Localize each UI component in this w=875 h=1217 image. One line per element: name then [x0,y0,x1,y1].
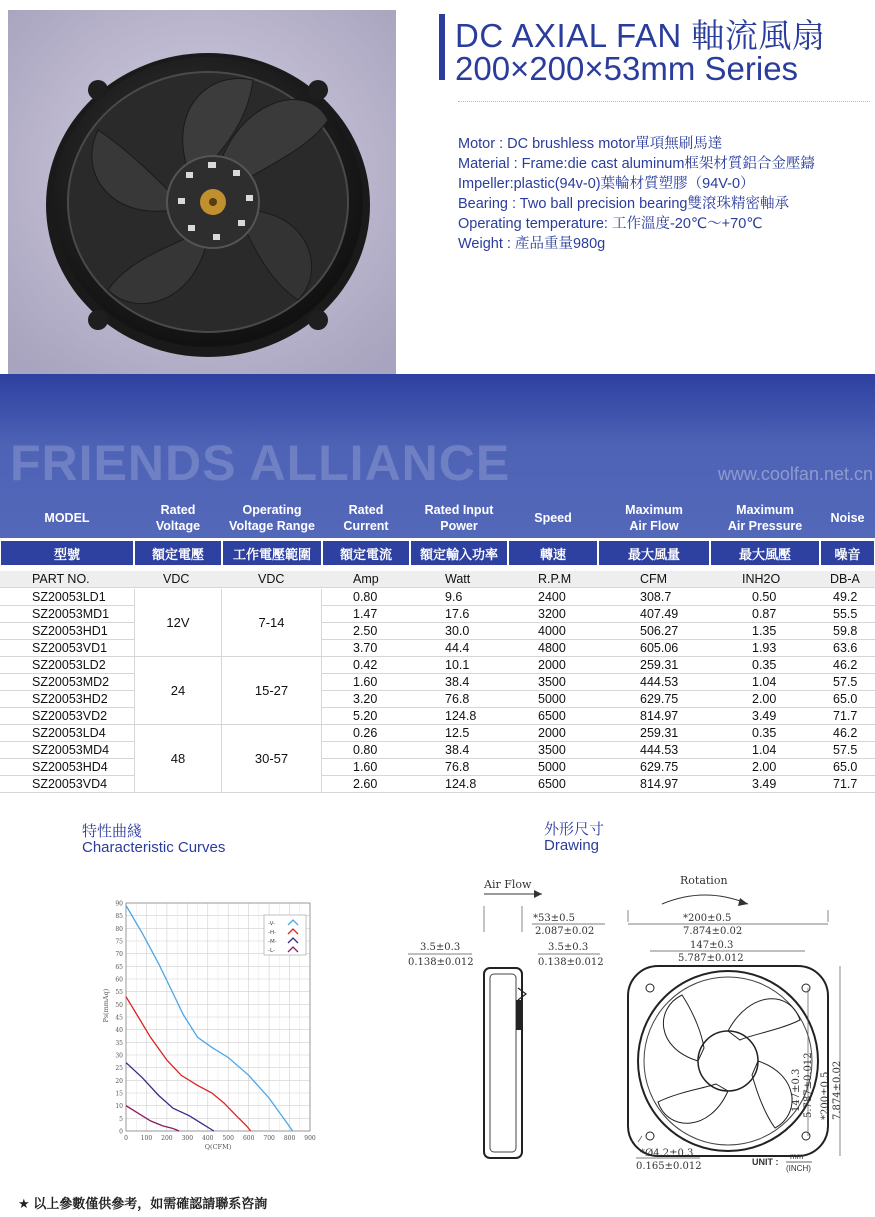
table-row [0,589,875,606]
table-cell: 0.80 [353,590,378,604]
dimension-drawing [400,870,870,1175]
group-range: 7-14 [222,589,322,657]
table-cell: 2.00 [752,760,777,774]
star-icon: ★ [18,1196,30,1211]
characteristic-chart [84,895,324,1160]
table-cell: 0.87 [752,607,777,621]
table-cell: SZ20053MD1 [32,607,110,621]
table-cell: SZ20053HD1 [32,624,108,638]
table-header-zh-3: 額定電流 [323,541,409,565]
dim-depth-in: 2.087±0.02 [535,926,595,937]
table-cell: SZ20053VD1 [32,641,108,655]
table-cell: 71.7 [833,777,858,791]
unit-mm: mm [790,1152,804,1161]
x-tick-label: 300 [181,1135,194,1142]
spec-weight: Weight : 產品重量980g [458,236,606,252]
table-cell: 2000 [538,658,566,672]
table-cell: 0.50 [752,590,777,604]
dim-overall-in: 7.874±0.02 [683,926,743,937]
legend-label: -V- [268,921,276,927]
table-header-zh-1: 額定電壓 [135,541,221,565]
table-header-zh-0: 型號 [1,541,133,565]
x-tick-label: 800 [283,1135,296,1142]
title-divider [458,101,870,102]
table-cell: 1.47 [353,607,378,621]
title-accent-bar [439,14,445,80]
dimension-drawing-svg [400,870,870,1175]
table-cell: 3500 [538,743,566,757]
table-header-en-7: Maximum Air Pressure [727,503,803,533]
y-tick-label: 45 [115,1014,123,1022]
y-tick-label: 80 [115,925,123,933]
table-cell: 3.70 [353,641,378,655]
legend-label: -H- [268,930,277,936]
table-cell: SZ20053VD2 [32,709,108,723]
x-tick-label: 400 [202,1135,214,1142]
unit-cell: R.P.M [538,572,572,586]
table-header-zh-6: 最大風量 [599,541,709,565]
table-cell: 3.20 [353,692,378,706]
table-cell: 4000 [538,624,566,638]
table-cell: 38.4 [445,743,470,757]
table-cell: 259.31 [640,658,679,672]
table-row [0,725,875,742]
table-cell: SZ20053LD1 [32,590,106,604]
table-header-zh-5: 轉速 [509,541,597,565]
table-row [0,674,875,691]
table-row [0,742,875,759]
y-tick-label: 25 [115,1065,123,1073]
table-cell: 3500 [538,675,566,689]
table-cell: SZ20053HD2 [32,692,108,706]
table-cell: 1.93 [752,641,777,655]
table-cell: 6500 [538,709,566,723]
x-tick-label: 700 [263,1135,275,1142]
table-header-en-1: Rated Voltage [155,503,201,533]
table-cell: 76.8 [445,692,470,706]
table-header-en-5: Speed [534,511,572,525]
y-tick-label: 40 [115,1027,123,1035]
table-cell: 46.2 [833,658,858,672]
table-row [0,759,875,776]
dim-flange-right: 3.5±0.3 [548,942,589,953]
table-cell: 605.06 [640,641,679,655]
table-header-en-3: Rated Current [343,503,389,533]
series-line-m [126,1063,214,1131]
y-tick-label: 0 [119,1128,123,1136]
table-row [0,640,875,657]
x-axis-label: Q(CFM) [204,1143,232,1151]
group-voltage: 12V [134,589,222,657]
table-header-zh-2: 工作電壓範圍 [223,541,321,565]
table-cell: 1.60 [353,675,378,689]
y-tick-label: 65 [115,963,123,971]
y-axis-label: Ps(mmAq) [102,988,110,1023]
table-cell: 59.8 [833,624,858,638]
website-watermark: www.coolfan.net.cn [717,464,873,484]
table-cell: 2000 [538,726,566,740]
group-voltage: 48 [134,725,222,793]
table-header-zh-7: 最大風壓 [711,541,819,565]
x-tick-label: 200 [161,1135,173,1142]
table-row [0,691,875,708]
table-row [0,708,875,725]
page-subtitle: 200×200×53mm Series [455,50,799,87]
y-tick-label: 5 [119,1115,123,1123]
table-cell: 1.04 [752,743,777,757]
table-cell: 65.0 [833,760,858,774]
dim-flange-left-in: 0.138±0.012 [408,957,474,968]
table-cell: 63.6 [833,641,858,655]
unit-cell: Watt [445,572,471,586]
table-cell: 124.8 [445,777,477,791]
brand-watermark: FRIENDS ALLIANCE [10,435,511,491]
table-header-zh-8: 噪音 [821,541,874,565]
table-cell: 3.49 [752,777,777,791]
unit-inch: (INCH) [786,1164,811,1173]
spec-temperature: Operating temperature: 工作溫度-20℃～+70℃ [458,216,763,232]
air-flow-arrowhead [534,890,542,898]
table-row [0,623,875,640]
x-tick-label: 500 [222,1135,234,1142]
table-cell: 814.97 [640,777,679,791]
table-cell: 1.35 [752,624,777,638]
table-cell: 6500 [538,777,566,791]
table-cell: 5000 [538,692,566,706]
air-flow-label: Air Flow [484,878,532,891]
footer-note-text: 以上參數僅供參考，如需確認請聯系咨詢 [33,1196,268,1211]
table-cell: SZ20053VD4 [32,777,108,791]
dim-v-overall-in: 7.874±0.02 [832,1060,843,1120]
legend-label: -M- [268,939,277,945]
x-tick-label: 100 [140,1135,153,1142]
table-cell: SZ20053MD2 [32,675,110,689]
table-cell: 3.49 [752,709,777,723]
dim-hole-dia-in: 0.165±0.012 [636,1161,702,1172]
front-view-frame [628,966,828,1156]
table-cell: 629.75 [640,692,679,706]
table-cell: 57.5 [833,743,858,757]
table-cell: 2.50 [353,624,378,638]
y-tick-label: 70 [115,951,123,959]
table-cell: 30.0 [445,624,470,638]
table-header-en-0: MODEL [44,511,90,525]
table-cell: SZ20053LD2 [32,658,106,672]
curves-caption-zh: 特性曲綫 [82,823,143,840]
table-cell: 71.7 [833,709,858,723]
spec-bearing: Bearing : Two ball precision bearing雙滾珠精密軸承 [458,196,789,212]
table-units-row [0,571,875,588]
y-tick-label: 15 [115,1090,123,1098]
rotation-arrow [662,895,748,904]
dim-v-overall: *200±0.5 [820,1071,831,1120]
table-cell: 5.20 [353,709,378,723]
table-cell: SZ20053LD4 [32,726,106,740]
y-tick-label: 85 [115,913,123,921]
drawing-caption-zh: 外形尺寸 [544,821,605,838]
unit-cell: DB-A [830,572,860,586]
legend-label: -L- [268,948,275,954]
table-cell: 65.0 [833,692,858,706]
x-tick-label: 600 [242,1135,255,1142]
table-cell: 17.6 [445,607,470,621]
characteristic-chart-svg [84,895,324,1160]
dim-v-hole-spacing-in: 5.787±0.012 [803,1052,814,1118]
unit-cell: Amp [353,572,379,586]
table-cell: 3200 [538,607,566,621]
table-header-zh-4: 額定輸入功率 [411,541,507,565]
spec-impeller: Impeller:plastic(94v-0)葉輪材質塑膠（94V-0） [458,176,755,192]
table-cell: 506.27 [640,624,679,638]
table-cell: 9.6 [445,590,463,604]
table-header-en-8: Noise [830,511,865,525]
table-cell: 44.4 [445,641,470,655]
table-cell: 1.60 [353,760,378,774]
y-tick-label: 60 [115,976,123,984]
table-cell: 46.2 [833,726,858,740]
product-photo [8,10,396,374]
unit-cell: INH2O [742,572,781,586]
table-cell: 444.53 [640,675,679,689]
dim-v-hole-spacing: 147±0.3 [791,1068,802,1112]
table-cell: 444.53 [640,743,679,757]
table-header-zh [0,541,875,565]
page-title: DC AXIAL FAN 軸流風扇 [455,17,826,54]
table-cell: 2.60 [353,777,378,791]
dim-flange-left: 3.5±0.3 [420,942,461,953]
y-tick-label: 75 [115,938,123,946]
table-cell: 76.8 [445,760,470,774]
spec-motor: Motor : DC brushless motor單項無刷馬達 [458,136,723,152]
spec-material: Material : Frame:die cast aluminum框架材質鋁合金壓鑄 [458,156,815,172]
table-cell: 12.5 [445,726,470,740]
group-range: 15-27 [222,657,322,725]
table-cell: 2400 [538,590,566,604]
dim-hole-dia: *Ø4.2±0.3 [640,1148,694,1159]
dim-hole-spacing-in: 5.787±0.012 [678,953,744,964]
y-tick-label: 10 [115,1103,123,1111]
table-cell: 407.49 [640,607,679,621]
x-tick-label: 900 [304,1135,316,1142]
table-cell: 0.80 [353,743,378,757]
table-cell: 5000 [538,760,566,774]
table-cell: 2.00 [752,692,777,706]
curves-caption-en: Characteristic Curves [82,839,226,856]
table-row [0,606,875,623]
group-voltage: 24 [134,657,222,725]
table-cell: 308.7 [640,590,672,604]
table-cell: 0.35 [752,658,777,672]
table-cell: 57.5 [833,675,858,689]
rotation-label: Rotation [680,874,728,887]
table-cell: 814.97 [640,709,679,723]
table-header-en-6: Maximum Air Flow [625,503,683,533]
table-row [0,776,875,793]
table-cell: 4800 [538,641,566,655]
dim-flange-right-in: 0.138±0.012 [538,957,604,968]
fan-image [8,10,396,374]
table-cell: 1.04 [752,675,777,689]
y-tick-label: 20 [115,1077,123,1085]
unit-cell: VDC [258,572,285,586]
table-cell: 0.35 [752,726,777,740]
table-cell: 629.75 [640,760,679,774]
unit-cell: VDC [163,572,190,586]
group-range: 30-57 [222,725,322,793]
table-header-en-4: Rated Input Power [424,503,494,533]
table-cell: SZ20053HD4 [32,760,108,774]
y-tick-label: 35 [115,1039,123,1047]
dim-hole-spacing: 147±0.3 [690,940,734,951]
unit-cell: PART NO. [32,572,90,586]
dim-overall: *200±0.5 [683,913,732,924]
unit-label: UNIT : [752,1157,779,1167]
table-cell: 38.4 [445,675,470,689]
spec-list [458,134,815,254]
table-cell: 0.42 [353,658,378,672]
table-cell: 124.8 [445,709,477,723]
table-cell: 55.5 [833,607,858,621]
table-cell: 49.2 [833,590,858,604]
y-tick-label: 55 [115,989,123,997]
y-tick-label: 50 [115,1001,123,1009]
dim-depth: *53±0.5 [533,913,576,924]
drawing-caption-en: Drawing [544,837,600,854]
table-cell: SZ20053MD4 [32,743,110,757]
x-tick-label: 0 [124,1135,128,1142]
table-row [0,657,875,674]
unit-cell: CFM [640,572,668,586]
y-tick-label: 30 [115,1052,123,1060]
footer-note [18,1193,267,1212]
table-cell: 0.26 [353,726,378,740]
table-cell: 259.31 [640,726,679,740]
y-tick-label: 90 [115,900,123,908]
table-cell: 10.1 [445,658,470,672]
table-header-en-2: Operating Voltage Range [229,503,315,533]
